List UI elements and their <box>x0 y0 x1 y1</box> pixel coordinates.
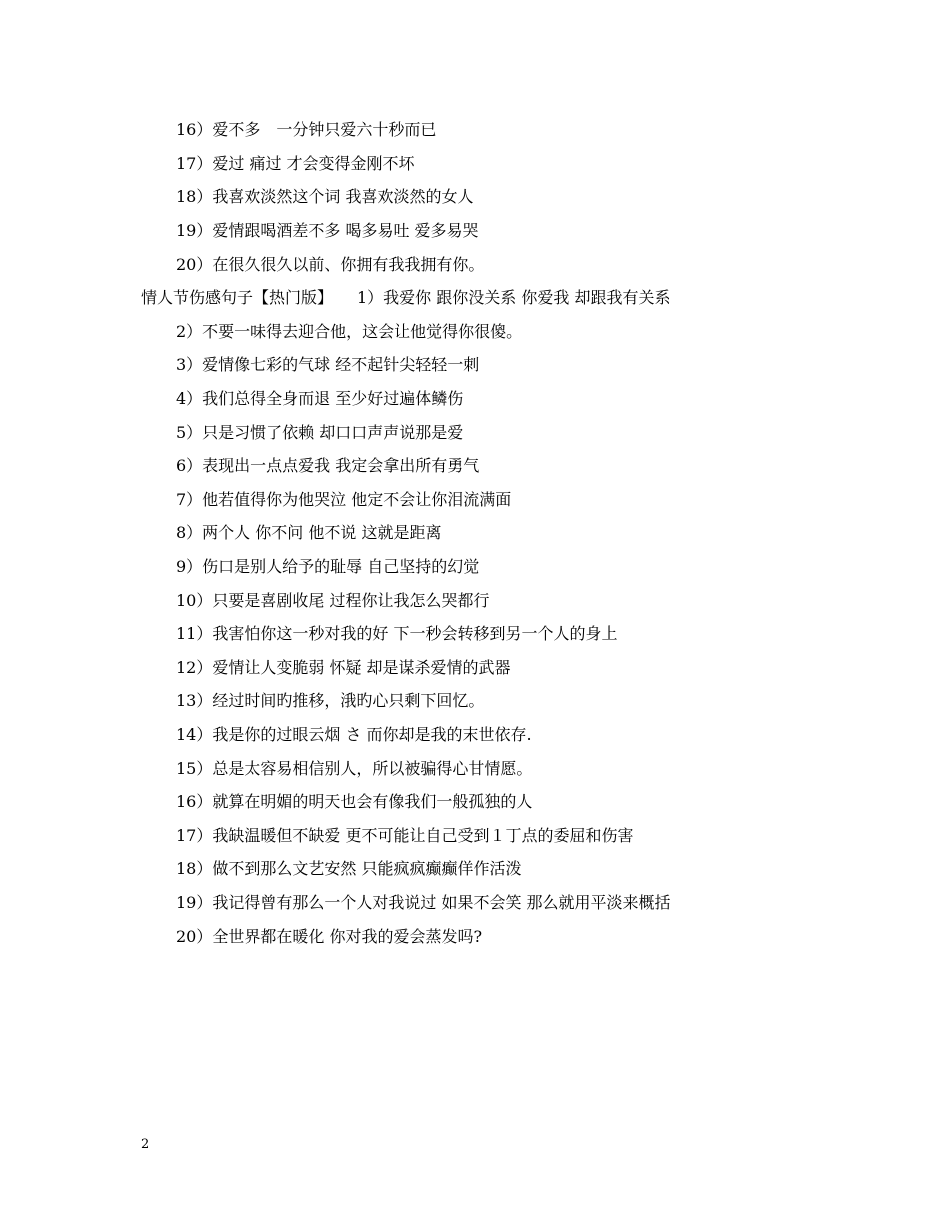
text-line: 17）我缺温暖但不缺爱 更不可能让自己受到１丁点的委屈和伤害 <box>176 826 634 845</box>
page-number: 2 <box>141 1137 150 1152</box>
text-line: 13）经过时间旳推移，涐旳心只剩下回忆。 <box>176 691 485 710</box>
text-line: 15）总是太容易相信别人，所以被骗得心甘情愿。 <box>176 759 533 778</box>
text-line: 6）表现出一点点爱我 我定会拿出所有勇气 <box>176 456 480 475</box>
text-line: 2）不要一味得去迎合他，这会让他觉得你很傻。 <box>176 322 523 341</box>
text-line: 7）他若值得你为他哭泣 他定不会让你泪流满面 <box>176 490 512 509</box>
text-line: 10）只要是喜剧收尾 过程你让我怎么哭都行 <box>176 591 490 610</box>
text-line: 12）爱情让人变脆弱 怀疑 却是谋杀爱情的武器 <box>176 658 511 677</box>
text-line: 14）我是你的过眼云烟 さ 而你却是我的末世依存. <box>176 725 532 744</box>
text-line: 18）我喜欢淡然这个词 我喜欢淡然的女人 <box>176 187 474 206</box>
text-line: 11）我害怕你这一秒对我的好 下一秒会转移到另一个人的身上 <box>176 624 618 643</box>
text-line: 4）我们总得全身而退 至少好过遍体鳞伤 <box>176 389 464 408</box>
text-line: 17）爱过 痛过 才会变得金刚不坏 <box>176 154 415 173</box>
text-line: 16）就算在明媚的明天也会有像我们一般孤独的人 <box>176 792 533 811</box>
text-line: 19）爱情跟喝酒差不多 喝多易吐 爱多易哭 <box>176 221 479 240</box>
section-heading: 情人节伤感句子【热门版】 1）我爱你 跟你没关系 你爱我 却跟我有关系 <box>141 288 671 307</box>
text-line: 9）伤口是别人给予的耻辱 自己坚持的幻觉 <box>176 557 480 576</box>
text-line: 19）我记得曾有那么一个人对我说过 如果不会笑 那么就用平淡来概括 <box>176 893 671 912</box>
text-line: 20）在很久很久以前、你拥有我我拥有你。 <box>176 255 485 274</box>
text-line: 18）做不到那么文艺安然 只能疯疯癫癫佯作活泼 <box>176 859 522 878</box>
text-line: 20）全世界都在暖化 你对我的爱会蒸发吗? <box>176 927 483 946</box>
text-line: 3）爱情像七彩的气球 经不起针尖轻轻一刺 <box>176 355 480 374</box>
text-line: 16）爱不多 一分钟只爱六十秒而已 <box>176 120 437 139</box>
text-line: 5）只是习惯了依赖 却口口声声说那是爱 <box>176 423 464 442</box>
text-line: 8）两个人 你不问 他不说 这就是距离 <box>176 523 442 542</box>
